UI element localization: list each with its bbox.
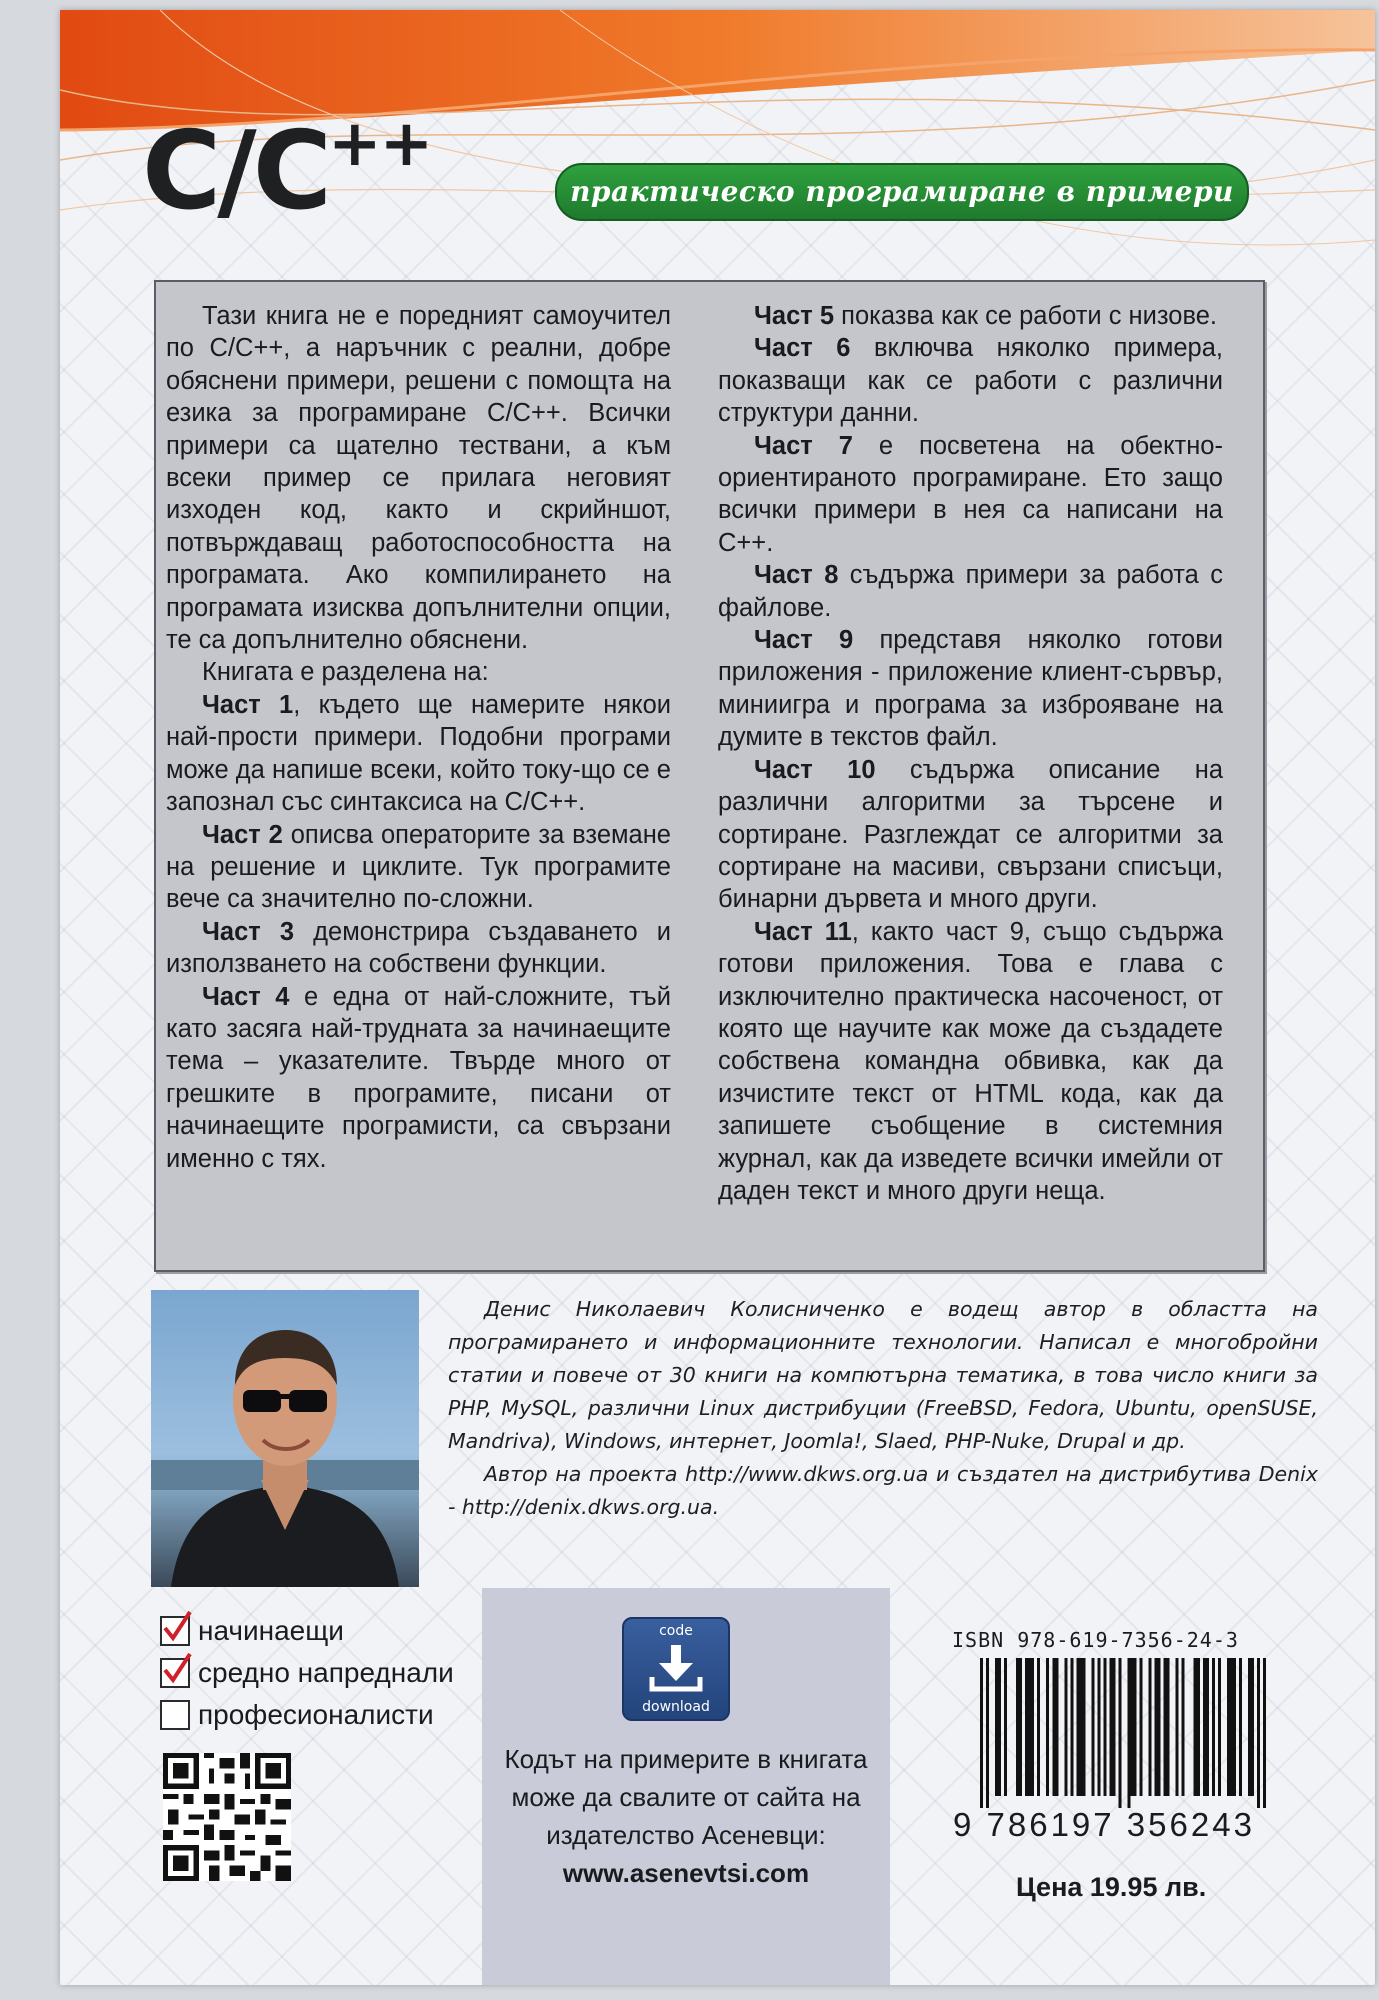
barcode-bar — [1263, 1658, 1266, 1808]
barcode-bar — [1248, 1658, 1251, 1796]
book-back-cover — [60, 10, 1375, 1985]
qr-code — [163, 1753, 291, 1881]
description-paragraph — [718, 332, 1223, 429]
level-item-beginners — [160, 1610, 454, 1652]
isbn-label: ISBN 978-619-7356-24-3 — [952, 1628, 1239, 1652]
book-title — [142, 107, 432, 234]
description-right-column — [718, 300, 1223, 1207]
red-check-icon — [160, 1650, 194, 1686]
barcode-bar — [1197, 1658, 1200, 1796]
chapter-label: Част 2 — [202, 820, 283, 849]
barcode-bar — [1257, 1658, 1260, 1808]
level-label-professionals: професионалисти — [198, 1699, 434, 1730]
description-paragraph — [166, 689, 671, 819]
barcode-bar — [1182, 1658, 1185, 1796]
barcode-bar — [1025, 1658, 1028, 1796]
barcode-bar — [1097, 1658, 1100, 1796]
barcode-bar — [1167, 1658, 1170, 1796]
chapter-label: Част 1 — [202, 690, 294, 719]
title-plus: ++ — [327, 107, 432, 181]
barcode-bar — [1055, 1658, 1058, 1796]
paragraph-text: е една от най-сложните, тъй като засяга най-трудната за начинаещите тема – указателите. Твърде много от грешките в програмите, писани от начинаещите програмисти, са свързани именно с тях. — [166, 982, 671, 1173]
paragraph-text: , където ще намерите някои най-прости примери. Подобни програми може да напише всеки, който току-що се е запознал със синтаксиса на C/C++. — [166, 690, 671, 817]
level-item-professionals — [160, 1694, 454, 1736]
description-paragraph — [166, 819, 671, 916]
chapter-label: Част 8 — [754, 561, 839, 590]
barcode-bar — [980, 1658, 983, 1808]
description-paragraph — [166, 981, 671, 1175]
paragraph-text: Книгата е разделена на: — [202, 658, 489, 687]
barcode-bar — [1016, 1658, 1019, 1796]
barcode-bar — [1019, 1658, 1022, 1796]
barcode-bar — [1112, 1658, 1115, 1796]
barcode-bar — [1134, 1658, 1137, 1796]
chapter-label: Част 3 — [202, 917, 295, 946]
paragraph-text: е посветена на обектно-ориентираното програмиране. Ето защо всички примери в нея са написани на C++. — [718, 431, 1223, 557]
barcode-bar — [1203, 1658, 1206, 1796]
level-label-intermediate: средно напреднали — [198, 1657, 454, 1688]
barcode-bar — [1031, 1658, 1034, 1796]
price-label: Цена 19.95 лв. — [1016, 1872, 1207, 1902]
title-main: C/C — [142, 109, 328, 234]
download-line-3: издателство Асеневци: — [546, 1820, 826, 1850]
paragraph-text: представя няколко готови приложения - приложение клиент-сървър, миниигра и програма за изброяване на думите в текстов файл. — [718, 626, 1223, 752]
barcode-digits: 9 786197 356243 — [953, 1806, 1255, 1843]
description-paragraph — [718, 430, 1223, 560]
description-paragraph — [166, 300, 671, 656]
barcode-bar — [1037, 1658, 1040, 1796]
barcode-bar — [995, 1658, 998, 1796]
barcode-bar — [1091, 1658, 1094, 1796]
barcode-bar — [1212, 1658, 1215, 1796]
author-portrait-image — [151, 1290, 419, 1587]
barcode-bar — [986, 1658, 989, 1808]
description-paragraph — [166, 656, 671, 688]
barcode-bar — [1046, 1658, 1049, 1796]
paragraph-text: съдържа примери за работа с файлове. — [718, 561, 1223, 622]
download-line-2: може да свалите от сайта на — [511, 1782, 861, 1812]
description-paragraph — [718, 754, 1223, 916]
author-photo — [151, 1290, 419, 1587]
barcode-bar — [1028, 1658, 1031, 1796]
barcode-bar — [1164, 1658, 1167, 1796]
paragraph-text: показва как се работи с низове. — [834, 302, 1217, 330]
barcode-bar — [1218, 1658, 1221, 1796]
barcode-bar — [1082, 1658, 1085, 1796]
barcode-bar — [998, 1658, 1001, 1796]
description-paragraph — [718, 916, 1223, 1208]
chapter-label: Част 10 — [754, 755, 876, 784]
barcode-bar — [1070, 1658, 1073, 1796]
chapter-label: Част 4 — [202, 982, 290, 1011]
barcode-bar — [1076, 1658, 1079, 1796]
author-project-text: Автор на проекта http://www.dkws.org.ua и създател на дистрибутива Denix - http://denix.dkws.org.ua. — [448, 1462, 1318, 1519]
download-info-panel — [482, 1588, 890, 1985]
chapter-label: Част 6 — [754, 334, 851, 363]
description-paragraph — [718, 300, 1223, 332]
barcode-bar — [1064, 1658, 1067, 1796]
author-bio-text: Денис Николаевич Колисниченко е водещ автор в областта на програмирането и информационните технологии. Написал е многобройни статии и повече от 30 книги на компютърна тематика, в това число книги за PHP, MySQL, различни Linux дистрибуции (FreeBSD, Fedora, Ubuntu, openSUSE, Mandriva), Windows, интернет, Joomla!, Slaed, PHP-Nuke, Drupal и др. — [448, 1297, 1318, 1453]
checkbox-intermediate — [160, 1658, 190, 1688]
barcode-bar — [1230, 1658, 1233, 1796]
download-icon[interactable] — [622, 1617, 730, 1721]
author-bio — [448, 1293, 1318, 1524]
download-icon-code-label: code — [659, 1623, 693, 1639]
arrow-down-tray-icon — [646, 1643, 706, 1693]
red-check-icon — [160, 1608, 194, 1644]
paragraph-text: Тази книга не е поредният самоучител по C/C++, а наръчник с реални, добре обяснени примери, решени с помощта на езика за програмиране C/C++. Всички примери са щателно тествани, а към всеки пример се прилага неговият изходен код, както и скрийншот, потвърждаващ работоспособността на програмата. Ако компилирането на програмата изисква допълнителни опции, те са допълнително обяснени. — [166, 302, 671, 655]
download-description — [482, 1740, 890, 1892]
skill-level-list — [160, 1610, 454, 1736]
barcode-bar — [1052, 1658, 1055, 1796]
download-icon-download-label: download — [642, 1699, 710, 1715]
publisher-url-link[interactable]: www.asenevtsi.com — [562, 1858, 810, 1888]
chapter-label: Част 9 — [754, 626, 854, 655]
description-paragraph — [718, 559, 1223, 624]
checkbox-professionals — [160, 1700, 190, 1730]
barcode-bar — [1149, 1658, 1152, 1796]
download-line-1: Кодът на примерите в книгата — [504, 1744, 868, 1774]
barcode-bar — [1131, 1658, 1134, 1796]
description-panel — [154, 280, 1265, 1272]
barcode-bar — [1079, 1658, 1082, 1796]
subtitle-text: практическо програмиране в примери — [570, 175, 1234, 208]
description-paragraph — [166, 916, 671, 981]
checkbox-beginners — [160, 1616, 190, 1646]
chapter-label: Част 5 — [754, 302, 835, 330]
description-left-column — [166, 300, 671, 1175]
chapter-label: Част 11 — [754, 917, 852, 946]
barcode-bar — [1233, 1658, 1236, 1796]
paragraph-text: съдържа описание на различни алгоритми за търсене и сортиране. Разглеждат се алгоритми за сортиране на масиви, свързани списъци, бинарни дървета и много други. — [718, 755, 1224, 914]
chapter-label: Част 7 — [754, 431, 853, 460]
barcode-bar — [1251, 1658, 1254, 1796]
description-paragraph — [718, 624, 1223, 754]
barcode-bar — [1206, 1658, 1209, 1796]
barcode-bar — [1004, 1658, 1007, 1796]
barcode-bar — [1194, 1658, 1197, 1796]
barcode-bar — [1239, 1658, 1242, 1796]
barcode-image — [980, 1658, 1266, 1808]
barcode-bar — [1176, 1658, 1179, 1796]
barcode-bar — [1155, 1658, 1158, 1796]
subtitle-banner — [555, 163, 1249, 221]
paragraph-text: демонстрира създаването и използването на собствени функции. — [166, 917, 671, 979]
level-label-beginners: начинаещи — [198, 1615, 344, 1646]
barcode-bar — [1103, 1658, 1106, 1796]
barcode-bar — [1118, 1658, 1121, 1808]
paragraph-text: описва операторите за вземане на решение и циклите. Тук програмите вече са значително по-сложни. — [166, 820, 671, 914]
paragraph-text: включва няколко примера, показващи как се работи с различни структури данни. — [718, 334, 1223, 428]
barcode-bar — [1158, 1658, 1161, 1796]
barcode-bar — [1128, 1658, 1131, 1808]
barcode-bar — [1109, 1658, 1112, 1796]
barcode-bar — [1140, 1658, 1143, 1796]
paragraph-text: , както част 9, също съдържа готови приложения. Това е глава с изключително практическа насоченост, от която ще научите как може да създадете собствена командна обвивка, как да изчистите текст от HTML кода, как да запишете съобщение в системния журнал, как да изведете всички имейли от даден текст и много други неща. — [718, 917, 1223, 1205]
barcode-bar — [1227, 1658, 1230, 1796]
level-item-intermediate — [160, 1652, 454, 1694]
